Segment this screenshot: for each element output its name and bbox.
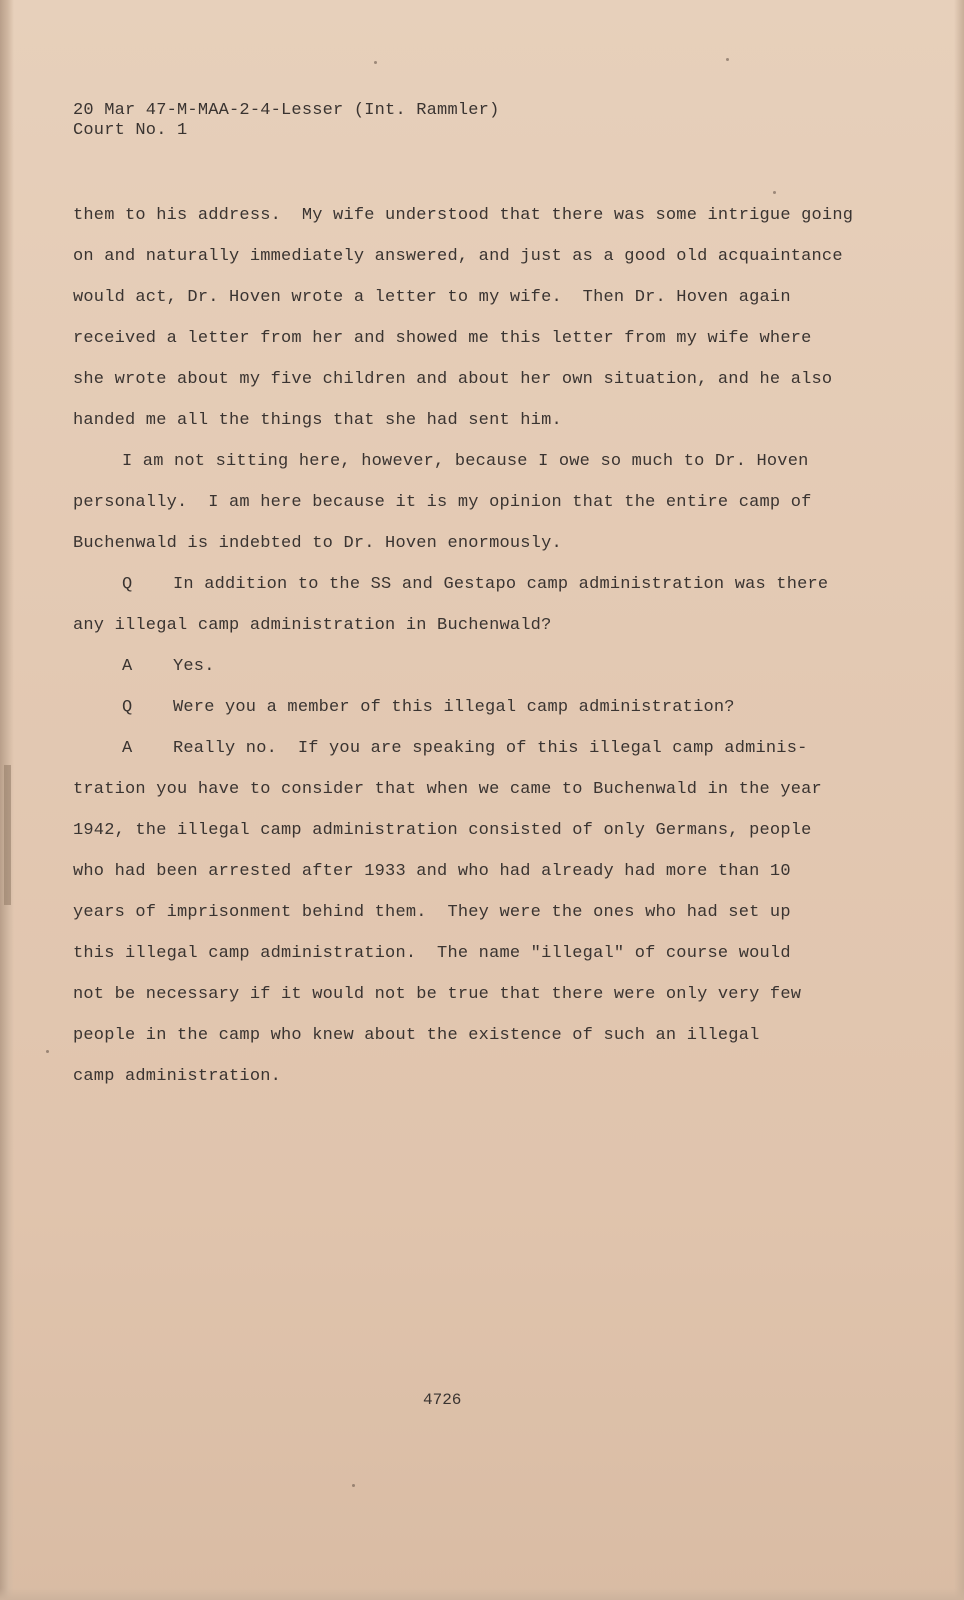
answer-text: people in the camp who knew about the existence of such an illegal [73, 1026, 760, 1045]
answer-text: 1942, the illegal camp administration consisted of only Germans, people [73, 821, 812, 840]
question-marker: Q [122, 698, 133, 717]
answer-text: Really no. If you are speaking of this illegal camp adminis- [173, 739, 808, 758]
body-line: I am not sitting here, however, because I owe so much to Dr. Hoven [122, 452, 809, 471]
answer-text: who had been arrested after 1933 and who had already had more than 10 [73, 862, 791, 881]
question-text: Were you a member of this illegal camp administration? [173, 698, 735, 717]
body-line: Buchenwald is indebted to Dr. Hoven enormously. [73, 534, 562, 553]
question-text: In addition to the SS and Gestapo camp administration was there [173, 575, 829, 594]
answer-text: Yes. [173, 657, 215, 676]
body-line: on and naturally immediately answered, and just as a good old acquaintance [73, 247, 843, 266]
paper-speck [352, 1484, 355, 1487]
answer-marker: A [122, 657, 133, 676]
body-line: she wrote about my five children and about her own situation, and he also [73, 370, 833, 389]
answer-text: years of imprisonment behind them. They were the ones who had set up [73, 903, 791, 922]
answer-text: tration you have to consider that when we came to Buchenwald in the year [73, 780, 822, 799]
binding-mark [4, 765, 11, 905]
body-line: them to his address. My wife understood that there was some intrigue going [73, 206, 854, 225]
answer-text: camp administration. [73, 1067, 282, 1086]
document-header-reference: 20 Mar 47-M-MAA-2-4-Lesser (Int. Rammler) [73, 101, 500, 120]
answer-text: not be necessary if it would not be true that there were only very few [73, 985, 802, 1004]
page-bottom-edge [0, 1588, 964, 1600]
body-line: personally. I am here because it is my opinion that the entire camp of [73, 493, 812, 512]
question-text: any illegal camp administration in Buchenwald? [73, 616, 552, 635]
page-right-edge [954, 0, 964, 1600]
answer-text: this illegal camp administration. The name "illegal" of course would [73, 944, 791, 963]
paper-speck [46, 1050, 49, 1053]
document-header-court: Court No. 1 [73, 121, 188, 140]
body-line: handed me all the things that she had sent him. [73, 411, 562, 430]
question-marker: Q [122, 575, 133, 594]
answer-marker: A [122, 739, 133, 758]
body-line: would act, Dr. Hoven wrote a letter to my wife. Then Dr. Hoven again [73, 288, 791, 307]
body-line: received a letter from her and showed me this letter from my wife where [73, 329, 812, 348]
paper-speck [374, 61, 377, 64]
page-number: 4726 [423, 1391, 462, 1409]
paper-speck [773, 191, 776, 194]
paper-speck [726, 58, 729, 61]
